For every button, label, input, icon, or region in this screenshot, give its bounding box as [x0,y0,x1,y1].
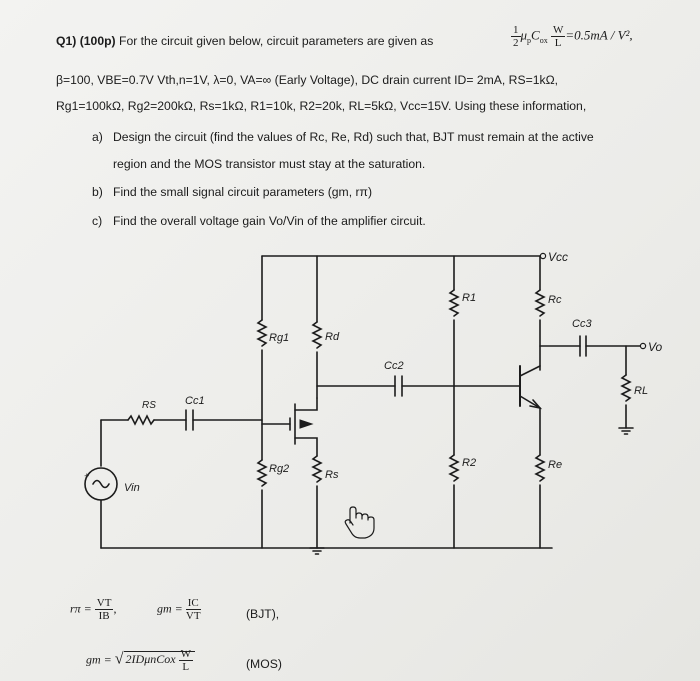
formula-c-sub: ox [539,36,548,46]
vin-plus: + [84,471,90,481]
mos-ground [310,548,324,554]
gm-lhs: gm = [157,601,183,616]
formula-w-over-l: $\frac{W}{L}$ [552,24,564,49]
rs-label: Rs [325,469,339,481]
rd-resistor [313,322,321,348]
formula-mu: μ [520,27,528,43]
vin-sine [93,481,109,488]
question-line-2: β=100, VBE=0.7V Vth,n=1V, λ=0, VA=∞ (Early Voltage), DC drain current ID= 2mA, RS=1kΩ, [56,73,559,87]
rl-label: RL [634,385,649,397]
part-a-text-1: Design the circuit (find the values of Rc, Re, Rd) such that, BJT must remain at the active [113,130,594,144]
gm2-radicand-wrap [124,648,195,673]
source-rs-label: RS [142,400,156,411]
cc1-label: Cc1 [185,395,205,407]
vin-label: Vin [124,482,140,494]
r1-resistor [450,290,458,316]
rg2-label: Rg2 [269,463,290,475]
bjt-symbol [520,366,540,408]
part-a-label: a) [92,130,103,144]
hand-cursor-icon [345,507,374,538]
rl-resistor [622,375,630,401]
rc-resistor [536,290,544,316]
rg1-resistor [258,320,266,346]
vcc-terminal [540,253,545,258]
source-rs-resistor [128,416,154,424]
gm2-lhs: gm = [86,652,112,667]
sqrt-icon: √ [114,650,124,668]
part-b-label: b) [92,185,103,199]
gm-bjt-equation [157,597,201,622]
formula-half: $\frac{1}{2}$ [513,24,519,49]
cc2-capacitor [395,376,402,396]
part-b-text: Find the small signal circuit parameters (gm, rπ) [113,185,373,199]
rpi-lhs: rπ = [70,601,92,616]
part-c-label: c) [92,214,103,228]
gm-fraction: $\frac{IC}{VT}$ [185,597,201,622]
vo-label: Vo [648,340,663,354]
r2-resistor [450,455,458,481]
question-number: Q1) (100p) [56,34,116,48]
formula-rhs: =0.5mA / V², [565,27,633,43]
gm2-radicand: 2IDμnCox [125,652,176,667]
r1-label: R1 [462,292,477,304]
bjt-tag: (BJT), [246,607,280,621]
mos-tag: (MOS) [246,657,282,671]
cc3-label: Cc3 [572,318,592,330]
part-c-text: Find the overall voltage gain Vo/Vin of the amplifier circuit. [113,214,426,228]
rs-resistor [313,456,321,482]
re-resistor [536,455,544,481]
cc3-capacitor [580,336,586,356]
formula-c: C [531,27,540,43]
r2-label: R2 [462,457,477,469]
mosfet-symbol [262,398,317,456]
gm-mos-equation [86,648,195,673]
rpi-equation: rπ = $\frac{VT}{IB}$ , [70,597,117,622]
vcc-label: Vcc [548,250,569,264]
rg1-label: Rg1 [269,332,290,344]
re-label: Re [548,459,563,471]
formula-mu-sub: p [527,36,532,46]
rpi-fraction: $\frac{VT}{IB}$ [96,597,112,622]
part-a-text-2: region and the MOS transistor must stay at the saturation. [113,157,426,171]
rl-ground [619,428,633,434]
rc-label: Rc [548,294,562,306]
cc2-label: Cc2 [384,360,404,372]
question-intro: For the circuit given below, circuit parameters are given as [119,34,434,48]
gm2-fraction: $\frac{W}{L}$ [180,648,191,673]
rd-label: Rd [325,331,340,343]
vo-terminal [640,343,645,348]
question-line-3: Rg1=100kΩ, Rg2=200kΩ, Rs=1kΩ, R1=10k, R2=20k, RL=5kΩ, Vcc=15V. Using these information, [56,99,587,113]
rg2-resistor [258,460,266,486]
cc1-capacitor [186,410,193,430]
